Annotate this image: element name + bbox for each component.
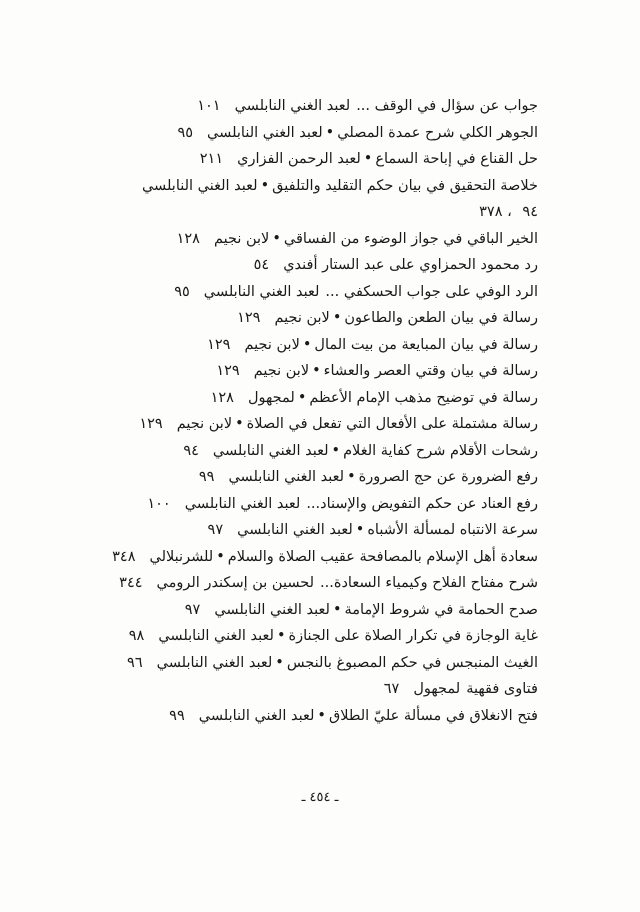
entry-author: لعبد الغني النابلسي bbox=[234, 98, 351, 114]
entry-author: لعبد الغني النابلسي bbox=[156, 654, 273, 671]
entry-title: رسالة في بيان الطعن والطاعون bbox=[344, 310, 538, 326]
entry-separator: • bbox=[275, 654, 284, 671]
entry-author: للشرنبلالي bbox=[149, 548, 214, 565]
entry-pages: ٩٩ bbox=[198, 469, 215, 485]
index-entry bbox=[98, 358, 538, 385]
entry-title: سرعة الانتباه لمسألة الأشباه bbox=[367, 522, 538, 538]
index-entry bbox=[98, 252, 538, 279]
entry-title: خلاصة التحقيق في بيان حكم التقليد والتلفيق bbox=[272, 177, 538, 194]
index-entry bbox=[98, 279, 538, 306]
entry-separator: • bbox=[325, 124, 335, 141]
entry-separator: • bbox=[355, 522, 365, 538]
entry-pages: ١٢٨ bbox=[210, 389, 234, 406]
entry-pages: ٣٤٨ bbox=[112, 548, 136, 565]
entry-pages: ٩٤ ، ٣٧٨ bbox=[479, 204, 538, 220]
index-entry bbox=[98, 173, 538, 200]
entry-title: الخير الباقي في جواز الوضوء من الفساقي bbox=[283, 230, 538, 247]
entry-author: لعبد الغني النابلسي bbox=[228, 469, 345, 485]
entry-pages: ٦٧ bbox=[383, 681, 400, 697]
entry-title: رسالة في توضيح مذهب الإمام الأعظم bbox=[309, 389, 538, 406]
entry-title: رسالة في بيان وقتي العصر والعشاء bbox=[323, 363, 538, 379]
entry-pages: ٩٦ bbox=[127, 654, 143, 671]
entry-title: رسالة مشتملة على الأفعال التي تفعل في الصلاة bbox=[246, 416, 538, 432]
entry-author: لعبد الرحمن الفزاري bbox=[237, 151, 361, 167]
entry-author: لعبد الغني النابلسي bbox=[203, 283, 320, 300]
index-entry bbox=[98, 517, 538, 544]
entry-separator: • bbox=[347, 469, 356, 485]
entry-pages: ١٠٠ bbox=[147, 495, 171, 512]
entry-author: لابن نجيم bbox=[244, 336, 300, 353]
index-entry bbox=[98, 676, 538, 703]
entry-separator: • bbox=[363, 151, 373, 167]
index-entry bbox=[98, 411, 538, 438]
index-entry bbox=[98, 332, 538, 359]
entry-separator: • bbox=[332, 310, 342, 326]
entry-pages: ٣٤٤ bbox=[119, 575, 143, 591]
index-entry bbox=[98, 650, 538, 677]
index-entry bbox=[98, 623, 538, 650]
entry-pages: ١٢٨ bbox=[176, 230, 200, 247]
entry-separator: • bbox=[312, 363, 321, 379]
index-entry bbox=[98, 464, 538, 491]
entry-pages: ١٢٩ bbox=[216, 363, 240, 379]
entry-pages: ١٠١ bbox=[197, 98, 221, 114]
entry-title: سعادة أهل الإسلام بالمصافحة عقيب الصلاة والسلام bbox=[227, 548, 538, 565]
entry-pages: ٩٥ bbox=[174, 283, 190, 300]
entry-author: لعبد الغني النابلسي bbox=[158, 628, 274, 644]
entry-pages: ١٢٩ bbox=[237, 310, 261, 326]
entry-author: لابن نجيم bbox=[274, 310, 330, 326]
entry-pages: ٩٤ bbox=[183, 442, 199, 459]
entry-author: لابن نجيم bbox=[176, 416, 233, 432]
entry-pages: ٩٩ bbox=[169, 707, 185, 724]
index-entry bbox=[98, 305, 538, 332]
entry-pages: ٥٤ bbox=[253, 257, 270, 273]
index-entry bbox=[98, 544, 538, 571]
entry-author: لعبد الغني النابلسي bbox=[207, 124, 323, 141]
entry-pages: ٩٨ bbox=[128, 628, 145, 644]
entry-separator bbox=[248, 257, 254, 273]
index-entry bbox=[98, 597, 538, 624]
entry-title: صدح الحمامة في شروط الإمامة bbox=[344, 601, 538, 618]
entry-title: رفع الضرورة عن حج الصرورة bbox=[358, 469, 538, 485]
entry-pages: ١٢٩ bbox=[207, 336, 231, 353]
entry-title: رسالة في بيان المبايعة من بيت المال bbox=[314, 336, 538, 353]
entry-pages: ٩٧ bbox=[184, 601, 201, 618]
entry-author: لعبد الغني النابلسي bbox=[141, 177, 258, 194]
entry-author: لحسين بن إسكندر الرومي bbox=[156, 575, 315, 591]
index-entry bbox=[98, 146, 538, 173]
entry-pages: ٢١١ bbox=[199, 151, 224, 167]
entry-author: لعبد الغني النابلسي bbox=[184, 495, 301, 512]
entry-pages bbox=[128, 178, 142, 194]
index-entry bbox=[98, 438, 538, 465]
entry-separator: • bbox=[297, 389, 307, 406]
entry-title: رفع العناد عن حكم التفويض والإسناد... bbox=[306, 495, 538, 512]
entry-author: لعبد الغني النابلسي bbox=[214, 601, 330, 618]
index-entry bbox=[98, 385, 538, 412]
index-entry bbox=[98, 93, 538, 120]
entry-title: الرد الوفي على جواب الحسكفي ... bbox=[325, 283, 538, 300]
entry-separator: • bbox=[317, 707, 326, 724]
entry-separator: • bbox=[272, 230, 281, 247]
index-entry bbox=[98, 703, 538, 730]
entry-title: الجوهر الكلي شرح عمدة المصلي bbox=[337, 124, 538, 141]
entry-title: جواب عن سؤال في الوقف ... bbox=[356, 98, 538, 114]
entry-separator: • bbox=[276, 628, 286, 644]
entry-title: فتح الانغلاق في مسألة عليّ الطلاق bbox=[328, 707, 538, 724]
entry-title: شرح مفتاح الفلاح وكيمياء السعادة... bbox=[320, 575, 538, 591]
entry-pages: ١٢٩ bbox=[139, 416, 163, 432]
entry-separator: • bbox=[216, 548, 225, 565]
index-entry bbox=[98, 491, 538, 518]
entry-separator: • bbox=[260, 177, 270, 194]
entry-pages: ٩٥ bbox=[177, 124, 194, 141]
entry-separator: • bbox=[331, 442, 341, 459]
entry-separator: • bbox=[302, 336, 312, 353]
index-list bbox=[98, 93, 538, 729]
entry-title: غاية الوجازة في تكرار الصلاة على الجنازة bbox=[288, 628, 538, 644]
entry-author: لابن نجيم bbox=[213, 230, 270, 247]
entry-separator: • bbox=[235, 416, 244, 432]
entry-author: لمجهول bbox=[247, 389, 295, 406]
entry-author: لعبد الغني النابلسي bbox=[198, 707, 315, 724]
index-entry bbox=[98, 120, 538, 147]
entry-title: رشحات الأقلام شرح كفاية الغلام bbox=[343, 442, 538, 459]
entry-separator: • bbox=[332, 601, 342, 618]
entry-author: لمجهول bbox=[413, 681, 461, 697]
index-entry bbox=[98, 226, 538, 253]
index-entry bbox=[98, 570, 538, 597]
entry-title: رد محمود الحمزاوي على عبد الستار أفندي bbox=[283, 257, 538, 273]
entry-author: لعبد الغني النابلسي bbox=[212, 442, 329, 459]
entry-title: الغيث المنبجس في حكم المصبوغ بالنجس bbox=[286, 654, 538, 671]
entry-pages: ٩٧ bbox=[207, 522, 224, 538]
entry-author: لابن نجيم bbox=[253, 363, 310, 379]
entry-title: فتاوى فقهية bbox=[466, 681, 538, 697]
index-entry bbox=[98, 199, 538, 226]
entry-author: لعبد الغني النابلسي bbox=[237, 522, 353, 538]
entry-title: حل القناع في إباحة السماع bbox=[375, 151, 538, 167]
page-number: ـ ٤٥٤ ـ bbox=[301, 790, 339, 805]
